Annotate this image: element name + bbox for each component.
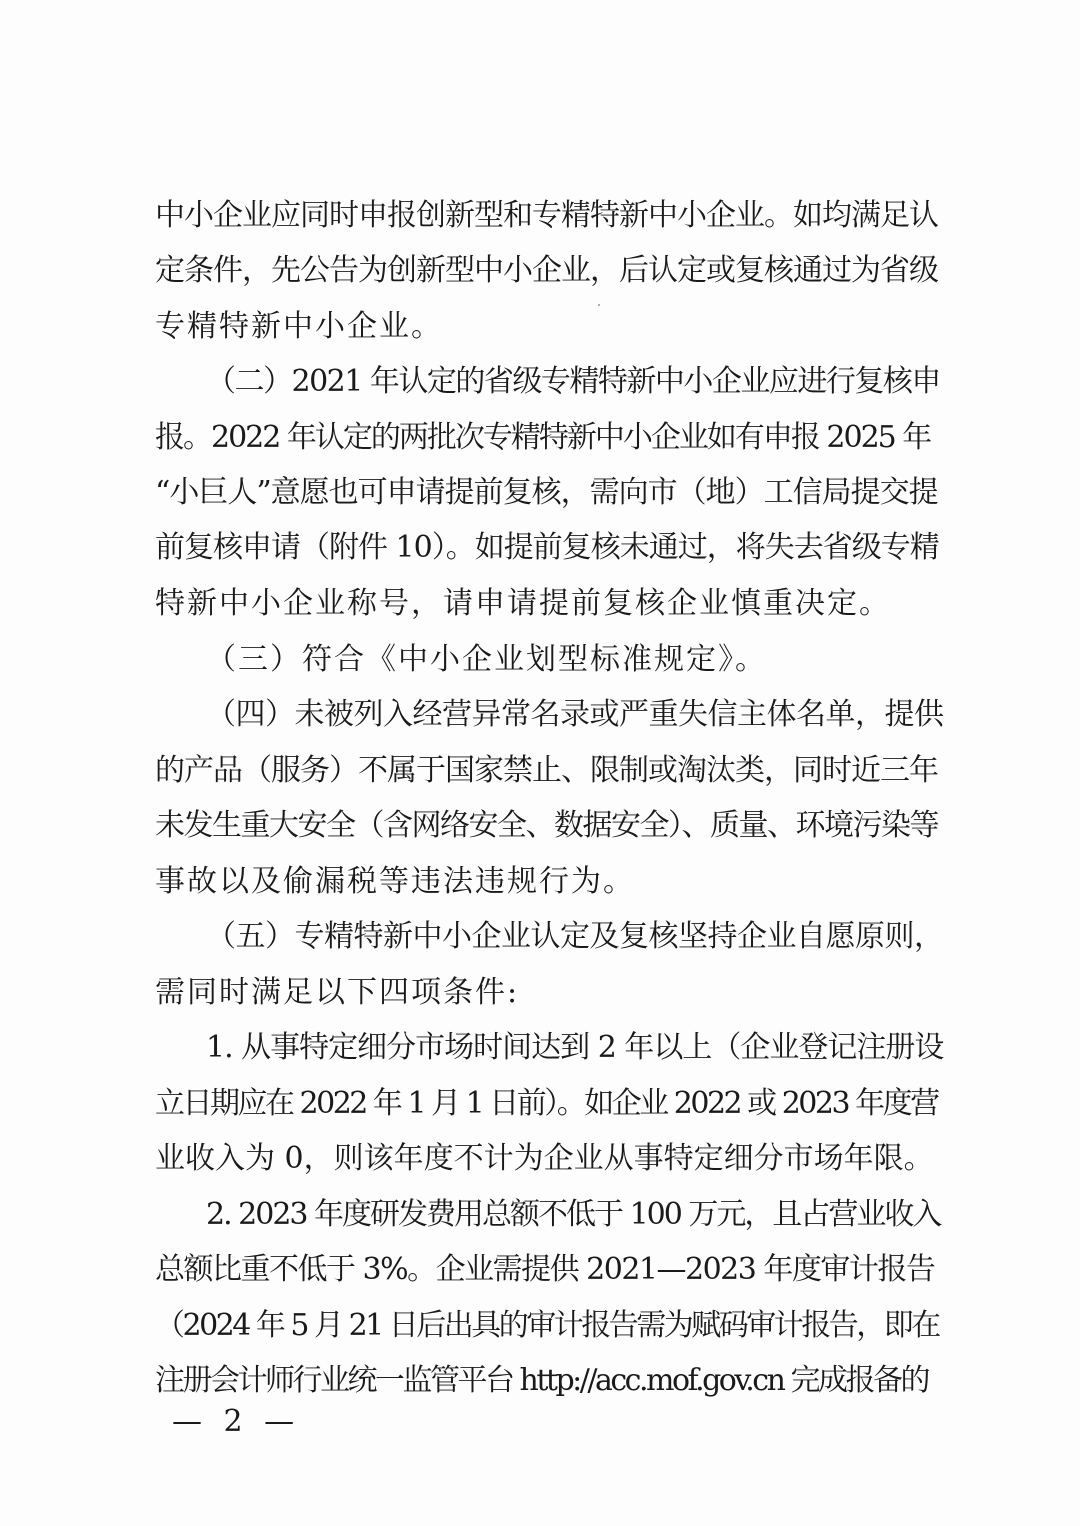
body-text-line: （三）符合《中小企业划型标准规定》。 bbox=[206, 642, 767, 677]
body-text-line: 立日期应在 2022 年 1 月 1 日前）。如企业 2022 或 2023 年度营 bbox=[155, 1086, 938, 1121]
body-text-line: 前复核申请（附件 10）。如提前复核未通过，将失去省级专精 bbox=[155, 530, 939, 565]
body-text-line: 业收入为 0，则该年度不计为企业从事特定细分市场年限。 bbox=[155, 1141, 934, 1176]
body-text-line: 注册会计师行业统一监管平台 http://acc.mof.gov.cn 完成报备的 bbox=[155, 1363, 928, 1398]
body-text-line: 中小企业应同时申报创新型和专精特新中小企业。如均满足认 bbox=[155, 198, 938, 233]
scan-speck bbox=[598, 304, 600, 306]
body-text-line: （四）未被列入经营异常名录或严重失信主体名单，提供 bbox=[206, 697, 944, 732]
body-text-line: 2. 2023 年度研发费用总额不低于 100 万元，且占营业收入 bbox=[206, 1197, 941, 1232]
body-text-line: 事故以及偷漏税等违法违规行为。 bbox=[155, 864, 635, 899]
body-text-line: 1. 从事特定细分市场时间达到 2 年以上（企业登记注册设 bbox=[206, 1030, 944, 1065]
body-text-line: 总额比重不低于 3%。企业需提供 2021—2023 年度审计报告 bbox=[155, 1252, 935, 1287]
body-text-line: 特新中小企业称号，请申请提前复核企业慎重决定。 bbox=[155, 586, 891, 621]
body-text-line: “小巨人”意愿也可申请提前复核，需向市（地）工信局提交提 bbox=[155, 475, 938, 510]
body-text-line: 未发生重大安全（含网络安全、数据安全）、质量、环境污染等 bbox=[155, 808, 938, 843]
body-text-line: 专精特新中小企业。 bbox=[155, 309, 443, 344]
page-number: — 2 — bbox=[172, 1404, 301, 1439]
body-text-line: （二）2021 年认定的省级专精特新中小企业应进行复核申 bbox=[206, 364, 940, 399]
body-text-line: 报。2022 年认定的两批次专精特新中小企业如有申报 2025 年 bbox=[155, 420, 931, 455]
body-text-line: 需同时满足以下四项条件: bbox=[155, 975, 520, 1010]
body-text-line: （五）专精特新中小企业认定及复核坚持企业自愿原则， bbox=[206, 919, 944, 954]
body-text-line: （2024 年 5 月 21 日后出具的审计报告需为赋码审计报告，即在 bbox=[155, 1308, 939, 1343]
body-text-line: 定条件，先公告为创新型中小企业，后认定或复核通过为省级 bbox=[155, 253, 938, 288]
body-text-line: 的产品（服务）不属于国家禁止、限制或淘汰类，同时近三年 bbox=[155, 753, 938, 788]
